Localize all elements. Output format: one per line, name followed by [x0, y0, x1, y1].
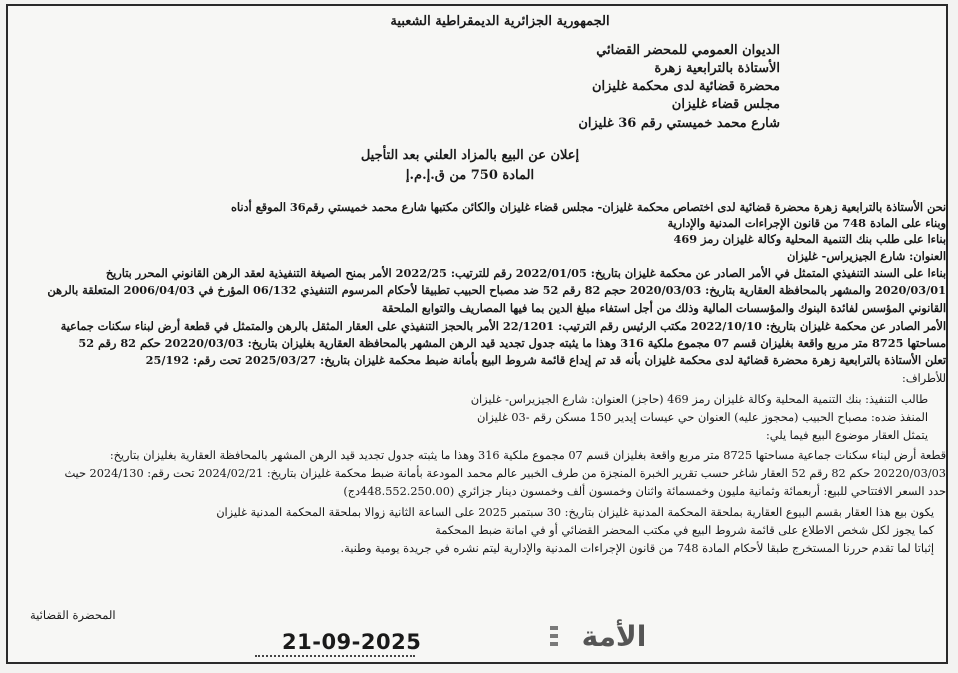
svg-text:الأمة: الأمة [581, 620, 647, 652]
notice-article: المادة 750 من ق.إ.م.إ [405, 168, 535, 183]
announcement-frame [6, 4, 948, 664]
body-line: يكون بيع هذا العقار بقسم البيوع العقارية بملحقة المحكمة المدنية غليزان بتاريخ: 30 سبتمبر 2025 على الساعة الثانية زوالا بملحقة المحكمة المدنية غليزان [216, 506, 934, 519]
body-line: العنوان: شارع الجيزيراس- غليزان [786, 249, 946, 263]
republic-heading: الجمهورية الجزائرية الديمقراطية الشعبية [390, 14, 610, 29]
publication-date: 21-09-2025 [282, 630, 422, 654]
body-line: إثباتا لما تقدم حررنا المستخرج طبقا لأحكام المادة 748 من قانون الإجراءات المدنية والإدارية ليتم نشره في جريدة يومية وطنية. [340, 542, 934, 555]
body-line: مساحتها 8725 متر مربع واقعة بغليزان قسم 07 مجموع ملكية 316 وهذا ما يثبته جدول تجديد قيد الرهن المشهر بالمحافظة العقارية بغليزان بتاريخ: 20220/03/03 حكم 82 رقم 52 [78, 336, 946, 350]
body-line: الأمر الصادر عن محكمة غليزان بتاريخ: 2022/10/10 مكتب الرئيس رقم الترتيب: 22/1201 الأمر بالحجز التنفيذي على العقار المثقل بالرهن والمتمثل في قطعة أرض لبناء سكنات جماعية [60, 319, 946, 333]
body-line: قطعة أرض لبناء سكنات جماعية مساحتها 8725 متر مربع واقعة بغليزان قسم 07 مجموع ملكية 316 وهذا ما يثبته جدول تجديد قيد الرهن المشهر بالمحافظة العقارية بغليزان بتاريخ: [109, 449, 946, 462]
body-line: المنفذ ضده: مصباح الحبيب (محجوز عليه) العنوان حي عيسات إيدير 150 مسكن رقم -03 غليزان [477, 411, 928, 424]
date-underline [255, 655, 415, 657]
body-line: حدد السعر الافتتاحي للبيع: أربعمائة وثمانية مليون وخمسمائة واثنان وخمسون ألف وخمسون دينار جزائري (448.552.250.00دج) [343, 485, 946, 498]
body-line: 20220/03/03 حكم 82 رقم 52 العقار شاغر حسب تقرير الخبرة المنجزة من طرف الخبير عالم محمد المودعة بأمانة ضبط محكمة غليزان بتاريخ: 2024/02/21 تحت رقم: 2024/130 حيث [64, 467, 946, 480]
court-bailiff-title: محضرة قضائية لدى محكمة غليزان [591, 79, 780, 94]
bailiff-signature-label: المحضرة القضائية [30, 608, 116, 622]
body-line: للأطراف: [901, 372, 946, 385]
body-line: القانوني المؤسس لفائدة البنوك والمؤسسات المالية وذلك من أجل استفاء مبلغ الدين بما فيها المصاريف والتوابع الملحقة [381, 301, 946, 315]
body-line: وبناء على المادة 748 من قانون الإجراءات المدنية والإدارية [667, 216, 946, 230]
bailiff-name: الأستاذة بالترابعية زهرة [654, 61, 780, 76]
body-line: بناءا على السند التنفيذي المتمثل في الأمر الصادر عن محكمة غليزان بتاريخ: 2022/01/05 رقم للترتيب: 2022/25 الأمر بمنح الصيغة التنفيذية لعقد الرهن القانوني المحرر بتاريخ [105, 266, 946, 280]
notice-title: إعلان عن البيع بالمزاد العلني بعد التأجيل [360, 148, 580, 163]
office-address: شارع محمد خميستي رقم 36 غليزان [578, 116, 780, 131]
office-heading: الديوان العمومي للمحضر القضائي [596, 43, 780, 58]
body-line: بناءا على طلب بنك التنمية المحلية وكالة غليزان رمز 469 [673, 232, 946, 246]
body-line: تعلن الأستاذة بالترابعية زهرة محضرة قضائية لدى محكمة غليزان بأنه قد تم إيداع قائمة شروط البيع بأمانة ضبط محكمة غليزان بتاريخ: 2025/03/27 تحت رقم: 25/192 [145, 353, 946, 367]
newspaper-logo [548, 618, 668, 652]
body-line: يتمثل العقار موضوع البيع فيما يلي: [765, 429, 928, 442]
council-name: مجلس قضاء غليزان [671, 97, 780, 112]
body-line: نحن الأستاذة بالترابعية زهرة محضرة قضائية لدى اختصاص محكمة غليزان- مجلس قضاء غليزان والكائن مكتبها شارع محمد خميستي رقم36 الموقع أدناه [231, 200, 946, 214]
body-line: طالب التنفيذ: بنك التنمية المحلية وكالة غليزان رمز 469 (حاجز) العنوان: شارع الجيزيراس- غليزان [470, 393, 928, 406]
body-line: كما يجوز لكل شخص الاطلاع على قائمة شروط البيع في مكتب المحضر القضائي أو في امانة ضبط المحكمة [435, 524, 934, 537]
body-line: 2020/03/01 والمشهر بالمحافظة العقارية بتاريخ: 2020/03/03 حجم 82 رقم 52 ضد مصباح الحبيب تطبيقا لأحكام المرسوم التنفيذي 06/132 المؤرخ في 2006/04/03 المتعلقة بالرهن [47, 283, 946, 297]
